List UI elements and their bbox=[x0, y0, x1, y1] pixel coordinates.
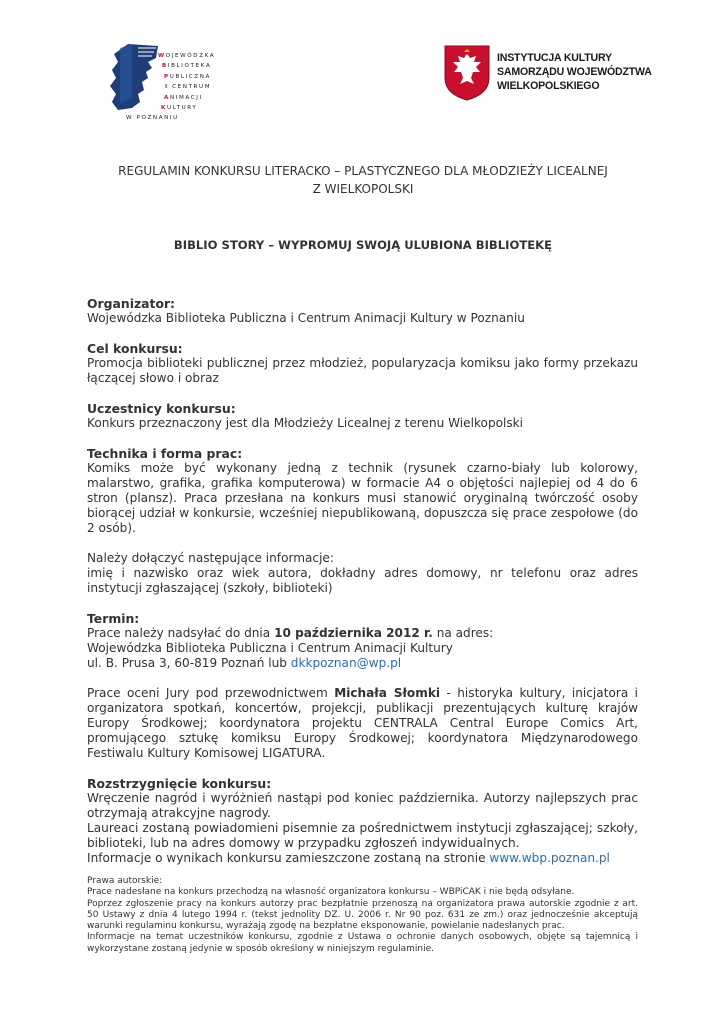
wbp-logo bbox=[108, 38, 228, 120]
wbp-line-2: BIBLIOTEKA bbox=[162, 63, 212, 70]
footnote-heading: Prawa autorskie: bbox=[87, 876, 163, 886]
footnote-p3: Informacje na temat uczestników konkursu, zgodnie z Ustawa o ochronie danych osobowych, objęte są tajemnicą i wykorzystane zostaną jedynie w sposób określony w niniejszym regulaminie. bbox=[87, 932, 638, 954]
wbp-logo-text bbox=[126, 51, 216, 124]
jury-name: Michała Słomki bbox=[334, 686, 441, 700]
wbp-line-7: W POZNANIU bbox=[126, 115, 179, 122]
document-body bbox=[87, 296, 638, 866]
jury-text: Prace oceni Jury pod przewodnictwem Michała Słomki - historyka kultury, inicjatora i organizatora spotkań, koncertów, projekcji, publikacji prezentujących kulturę krajów Europy Środkowej; koordynatora projektu CENTRALA Central Europe Comics Art, promującego sztukę komiksu Europy Środkowej; koordynatora Międzynarodowego Festiwalu Kultury Komisowej LIGATURA. bbox=[87, 686, 639, 760]
address-line-2: ul. B. Prusa 3, 60-819 Poznań lub dkkpoznan@wp.pl bbox=[87, 656, 402, 670]
info-intro: Należy dołączyć następujące informacje: bbox=[87, 551, 334, 565]
participants-text: Konkurs przeznaczony jest dla Młodzieży Licealnej z terenu Wielkopolski bbox=[87, 416, 524, 430]
address-line-1: Wojewódzka Biblioteka Publiczna i Centrum Animacji Kultury bbox=[87, 641, 453, 655]
results-heading: Rozstrzygnięcie konkursu: bbox=[87, 776, 272, 791]
copyright-footnote bbox=[87, 876, 638, 955]
wbp-line-1: WOJEWÓDZKA bbox=[158, 53, 216, 59]
document-subtitle: BIBLIO STORY – WYPROMUJ SWOJĄ ULUBIONA BIBLIOTEKĘ bbox=[173, 238, 553, 252]
wbp-line-3: PUBLICZNA bbox=[164, 73, 211, 80]
institution-line-2: SAMORZĄDU WOJEWÓDZTWA bbox=[497, 66, 652, 78]
institution-logo bbox=[443, 44, 653, 104]
deadline-text: Prace należy nadsyłać do dnia 10 października 2012 r. na adres: bbox=[87, 626, 494, 640]
document-title bbox=[86, 162, 640, 198]
wbp-line-5: ANIMACJI bbox=[164, 94, 203, 101]
eagle-shield-icon bbox=[443, 44, 491, 102]
results-text-1: Wręczenie nagród i wyróżnień nastąpi pod koniec października. Autorzy najlepszych prac otrzymają atrakcyjne nagrody. bbox=[87, 791, 638, 820]
title-line-1: REGULAMIN KONKURSU LITERACKO – PLASTYCZNEGO DLA MŁODZIEŻY LICEALNEJ bbox=[118, 164, 608, 178]
footnote-p1: Prace nadesłane na konkurs przechodzą na własność organizatora konkursu – WBPiCAK i nie będą odsyłane. bbox=[87, 887, 575, 898]
results-text-3: Informacje o wynikach konkursu zamieszczone zostaną na stronie www.wbp.poznan.pl bbox=[87, 851, 610, 865]
footnote-p2: Poprzez zgłoszenie pracy na konkurs autorzy prac bezpłatnie przenoszą na organizatora prawa autorskie zgodnie z art. 50 Ustawy z dnia 4 lutego 1994 r. (tekst jednolity DZ. U. 2006 r. Nr 90 poz. 631 ze zm.) oraz jednocześnie akceptują warunki regulaminu konkursu, wyrażają zgodę na bezpłatne eksponowanie, powielanie nadesłanych prac. bbox=[87, 898, 638, 932]
goal-heading: Cel konkursu: bbox=[87, 341, 183, 356]
wbp-line-4: I CENTRUM bbox=[165, 84, 212, 91]
email-link[interactable]: dkkpoznan@wp.pl bbox=[290, 656, 402, 670]
goal-text: Promocja biblioteki publicznej przez młodzież, popularyzacja komiksu jako formy przekazu łączącej słowo i obraz bbox=[87, 356, 638, 385]
deadline-date: 10 października 2012 r. bbox=[274, 626, 433, 640]
organizer-text: Wojewódzka Biblioteka Publiczna i Centrum Animacji Kultury w Poznaniu bbox=[87, 311, 525, 325]
deadline-heading: Termin: bbox=[87, 611, 140, 626]
wbp-line-6: KULTURY bbox=[161, 105, 198, 112]
participants-heading: Uczestnicy konkursu: bbox=[87, 401, 236, 416]
website-link[interactable]: www.wbp.poznan.pl bbox=[489, 851, 610, 865]
institution-line-3: WIELKOPOLSKIEGO bbox=[497, 80, 600, 92]
results-text-2: Laureaci zostaną powiadomieni pisemnie za pośrednictwem instytucji zgłaszającej; szkoły, biblioteki, lub na adres domowy w przypadku zgłoszeń indywidualnych. bbox=[87, 821, 638, 850]
institution-line-1: INSTYTUCJA KULTURY bbox=[497, 52, 612, 64]
technique-heading: Technika i forma prac: bbox=[87, 446, 243, 461]
title-line-2: Z WIELKOPOLSKI bbox=[312, 182, 414, 196]
technique-text: Komiks może być wykonany jedną z technik (rysunek czarno-biały lub kolorowy, malarstwo, grafika, grafika komputerowa) w formacie A4 o objętości najlepiej od 4 do 6 stron (plansz). Praca przesłana na konkurs musi stanowić oryginalną twórczość osoby biorącej udział w konkursie, wcześniej niepublikowaną, dopuszcza się prace zespołowe (do 2 osób). bbox=[87, 461, 638, 535]
info-text: imię i nazwisko oraz wiek autora, dokładny adres domowy, nr telefonu oraz adres instytucji zgłaszającej (szkoły, biblioteki) bbox=[87, 566, 638, 595]
organizer-heading: Organizator: bbox=[87, 296, 176, 311]
institution-name bbox=[497, 51, 652, 93]
